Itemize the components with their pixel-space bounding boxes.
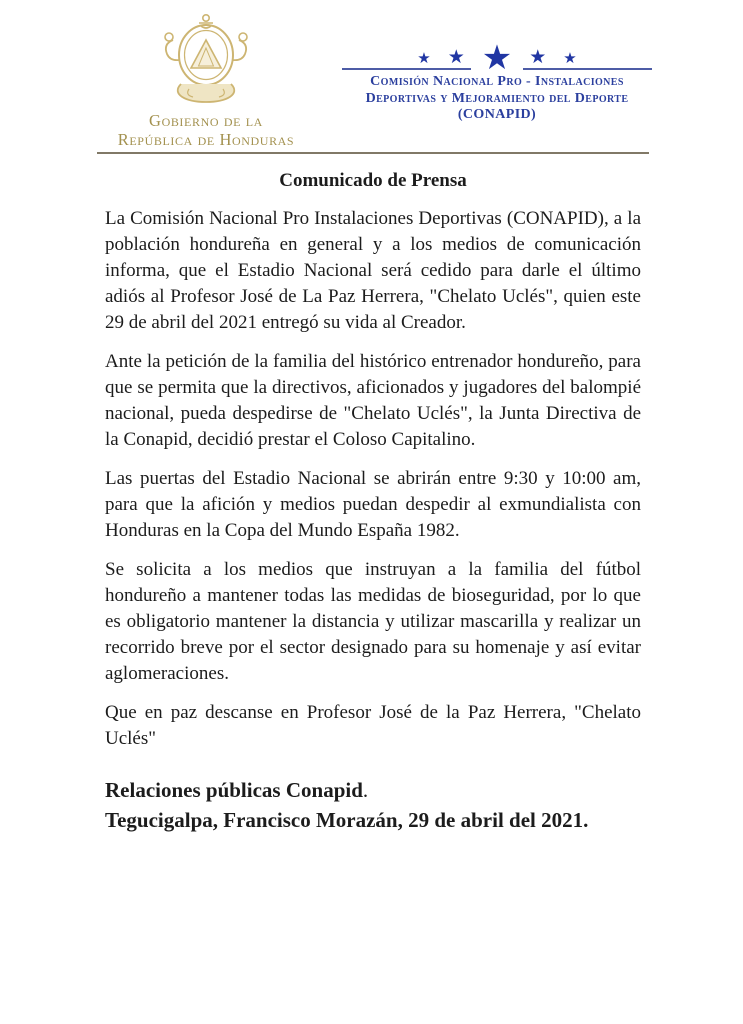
star-icon: ★: [563, 51, 577, 67]
government-logo-block: [96, 10, 316, 149]
org-name-line1: Comisión Nacional Pro - Instalaciones: [370, 74, 624, 89]
org-name-line2: Deportivas y Mejoramiento del Deporte: [365, 90, 629, 106]
star-icon: ★: [447, 47, 465, 68]
document-title: Comunicado de Prensa: [279, 170, 467, 191]
star-icon: ★: [529, 47, 547, 68]
government-name-line2: República de Honduras: [117, 130, 295, 149]
org-name-line3: (CONAPID): [457, 107, 537, 122]
paragraph-4: Se solicita a los medios que instruyan a la familia del fútbol hondureño a mantener todas las medidas de bioseguridad, por lo que es obligatorio mantener la distancia y utilizar mascarilla y realizar un recorrido breve por el sector designado para su homenaje y así evitar aglomeraciones.: [105, 559, 641, 684]
conapid-block: [342, 33, 652, 124]
paragraph-2: Ante la petición de la familia del histórico entrenador hondureño, para que se permita que la directivos, aficionados y jugadores del balompié nacional, pueda despedirse de "Chelato Uclés", la Junta Directiva de la Conapid, decidió prestar el Coloso Capitalino.: [105, 351, 641, 450]
signature-line1-period: .: [362, 778, 369, 802]
government-name: [96, 111, 316, 149]
honduras-coat-of-arms-icon: [121, 10, 291, 110]
signature-line2: Tegucigalpa, Francisco Morazán, 29 de abril del 2021.: [105, 808, 589, 832]
signature-line1: Relaciones públicas Conapid.: [105, 778, 369, 802]
paragraph-3: Las puertas del Estadio Nacional se abrirán entre 9:30 y 10:00 am, para que la afición y medios puedan despedir al exmundialista con Honduras en la Copa del Mundo España 1982.: [105, 468, 641, 541]
government-name-line1: Gobierno de la: [149, 111, 263, 130]
paragraph-1: La Comisión Nacional Pro Instalaciones Deportivas (CONAPID), a la población hondureña en general y a los medios de comunicación informa, que el Estadio Nacional será cedido para darle el último adiós al Profesor José de La Paz Herrera, "Chelato Uclés", quien este 29 de abril del 2021 entregó su vida al Creador.: [105, 208, 641, 333]
star-icon: ★: [481, 40, 513, 77]
document-body: [105, 170, 641, 835]
header-divider: [97, 152, 649, 154]
signature-block: [105, 775, 641, 835]
org-name: [342, 74, 652, 124]
star-icon: ★: [417, 51, 431, 67]
stars-row: [342, 33, 652, 77]
paragraph-5: Que en paz descanse en Profesor José de la Paz Herrera, "Chelato Uclés": [105, 702, 641, 749]
